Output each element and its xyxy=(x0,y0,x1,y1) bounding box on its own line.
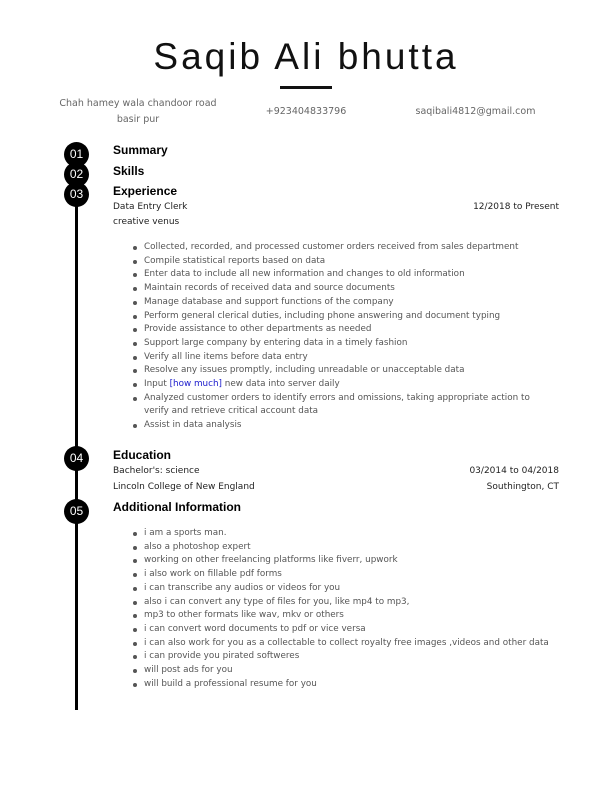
input-bullet-suffix: new data into server daily xyxy=(221,379,340,390)
list-item: working on other freelancing platforms like fiverr, upwork xyxy=(132,554,572,568)
section-title-education: Education xyxy=(113,448,172,462)
list-item: Resolve any issues promptly, including unreadable or unacceptable data xyxy=(132,364,557,378)
section-title-experience: Experience xyxy=(113,184,178,198)
degree: Bachelor's: science xyxy=(113,466,200,476)
resume-name: Saqib Ali bhutta xyxy=(153,36,459,77)
timeline-line xyxy=(75,148,78,710)
list-item: Assist in data analysis xyxy=(132,419,557,433)
job-title: Data Entry Clerk xyxy=(113,202,188,212)
list-item: i also work on fillable pdf forms xyxy=(132,568,572,582)
list-item: will build a professional resume for you xyxy=(132,678,572,692)
list-item: i can convert word documents to pdf or vice versa xyxy=(132,623,572,637)
list-item: Support large company by entering data in a timely fashion xyxy=(132,337,557,351)
list-item: also i can convert any type of files for you, like mp4 to mp3, xyxy=(132,596,572,610)
job-dates: 12/2018 to Present xyxy=(473,202,559,212)
job-company: creative venus xyxy=(113,217,180,227)
list-item: Collected, recorded, and processed customer orders received from sales department xyxy=(132,241,557,255)
section-badge-skills: 02 xyxy=(64,162,89,187)
section-title-summary: Summary xyxy=(113,143,168,157)
list-item: Enter data to include all new information and changes to old information xyxy=(132,268,557,282)
list-item: Verify all line items before data entry xyxy=(132,351,557,365)
list-item: Provide assistance to other departments as needed xyxy=(132,323,557,337)
list-item: Maintain records of received data and source documents xyxy=(132,282,557,296)
list-item: Manage database and support functions of the company xyxy=(132,296,557,310)
contact-email: saqibali4812@gmail.com xyxy=(415,106,536,117)
list-item: also a photoshop expert xyxy=(132,541,572,555)
education-dates: 03/2014 to 04/2018 xyxy=(469,466,559,476)
section-badge-experience: 03 xyxy=(64,182,89,207)
school-row xyxy=(113,482,559,492)
list-item: Analyzed customer orders to identify errors and omissions, taking appropriate action to verify and retrieve critical account data xyxy=(132,392,557,419)
school-location: Southington, CT xyxy=(486,482,559,492)
contact-phone: +923404833796 xyxy=(265,106,347,117)
list-item: i am a sports man. xyxy=(132,527,572,541)
school-name: Lincoln College of New England xyxy=(113,482,255,492)
contact-address: Chah hamey wala chandoor road basir pur xyxy=(59,98,217,125)
experience-bullets xyxy=(132,241,557,433)
section-badge-summary: 01 xyxy=(64,142,89,167)
education-row xyxy=(113,466,559,476)
list-item: i can provide you pirated softweres xyxy=(132,650,572,664)
how-much-link[interactable]: [how much] xyxy=(169,379,222,390)
additional-bullets xyxy=(132,527,572,691)
list-item: Compile statistical reports based on data xyxy=(132,255,557,269)
section-title-additional: Additional Information xyxy=(113,500,241,514)
list-item: Perform general clerical duties, including phone answering and document typing xyxy=(132,310,557,324)
list-item: i can also work for you as a collectable to collect royalty free images ,videos and other data xyxy=(132,637,572,651)
list-item: mp3 to other formats like wav, mkv or others xyxy=(132,609,572,623)
list-item: i can transcribe any audios or videos for you xyxy=(132,582,572,596)
section-badge-additional: 05 xyxy=(64,499,89,524)
list-item: will post ads for you xyxy=(132,664,572,678)
list-item xyxy=(132,378,557,392)
section-title-skills: Skills xyxy=(113,164,145,178)
section-badge-education: 04 xyxy=(64,446,89,471)
job-row xyxy=(113,202,559,212)
input-bullet-prefix: Input xyxy=(144,379,170,390)
name-underline xyxy=(280,86,332,89)
